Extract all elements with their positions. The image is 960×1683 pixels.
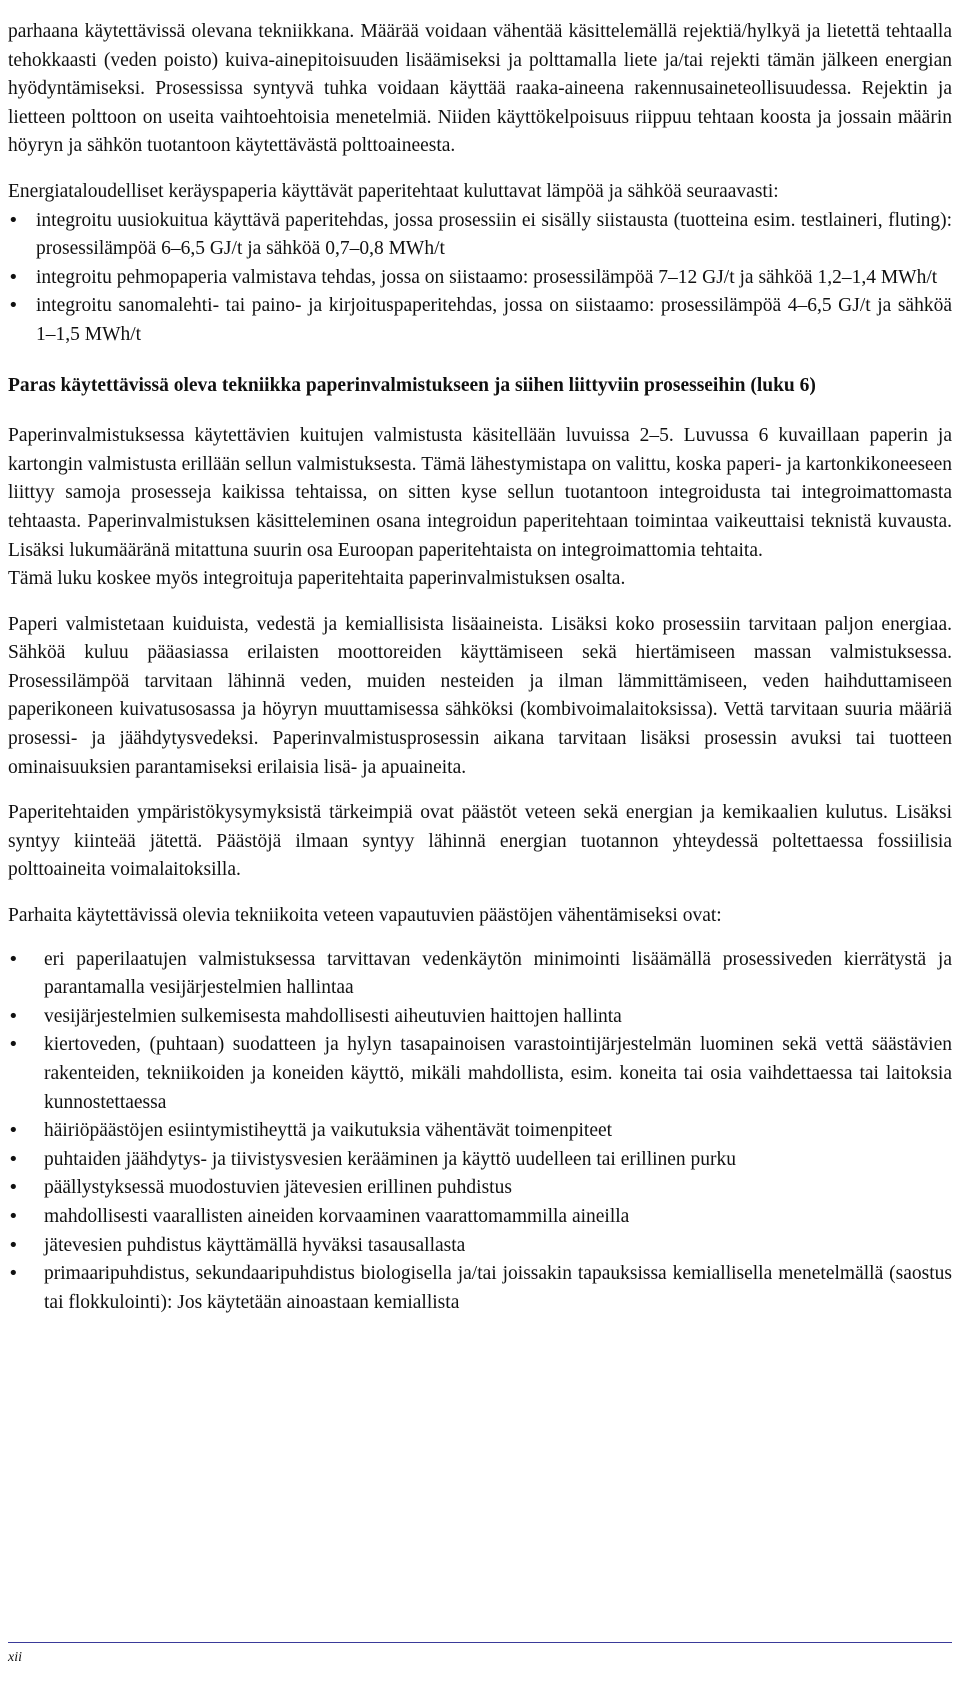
bullet-icon: • [8, 1120, 19, 1142]
bullet-icon: • [8, 209, 19, 231]
list-item-text: päällystyksessä muodostuvien jätevesien erillinen puhdistus [44, 1177, 512, 1199]
list-item [8, 1146, 952, 1175]
list-item [8, 207, 952, 264]
list-item-text: kiertoveden, (puhtaan) suodatteen ja hylyn tasapainoisen varastointijärjestelmän luominen sekä vettä säästävien rakenteiden, tekniikoiden ja koneiden käyttö, mikäli mahdollista, esim. koneita tai osia vaihdettaessa tai laitoksia kunnostettaessa [44, 1034, 952, 1113]
list-item [8, 1232, 952, 1261]
list-item [8, 1260, 952, 1317]
list-item [8, 264, 952, 293]
paragraph-waste-treatment: parhaana käytettävissä olevana tekniikkana. Määrää voidaan vähentää käsittelemällä rejektiä/hylkyä ja lietettä tehtaalla tehokkaasti (veden poisto) kuiva-ainepitoisuuden lisäämiseksi ja polttamalla liete ja/tai rejekti tämän jälkeen energian hyödyntämiseksi. Prosessissa syntyvä tuhka voidaan käyttää raaka-aineena rakennusaineteollisuudessa. Rejektin ja lietteen polttoon on useita vaihtoehtoisia menetelmiä. Niiden käyttökelpoisuus riippuu tehtaan koosta ja jossain määrin höyryn ja sähkön tuotantoon käytettävästä polttoaineesta. [8, 21, 952, 157]
paragraph-chapter-scope: Tämä luku koskee myös integroituja paperitehtaita paperinvalmistuksen osalta. [8, 568, 626, 590]
bullet-icon: • [8, 1148, 19, 1170]
bullet-icon: • [8, 1263, 19, 1285]
paragraph-water-bat-intro: Parhaita käytettävissä olevia tekniikoita veteen vapautuvien päästöjen vähentämiseksi ovat: [8, 905, 722, 927]
water-emissions-list [8, 946, 952, 1318]
bullet-icon: • [8, 1177, 19, 1199]
list-item [8, 1203, 952, 1232]
document-page [8, 18, 952, 1317]
bullet-icon: • [8, 266, 19, 288]
list-item [8, 1174, 952, 1203]
energy-consumption-list [8, 207, 952, 350]
page-number: xii [8, 1650, 22, 1665]
list-item-text: eri paperilaatujen valmistuksessa tarvittavan vedenkäytön minimointi lisäämällä prosessiveden kierrätystä ja parantamalla vesijärjestelmien hallintaa [44, 948, 952, 999]
list-item-text: integroitu uusiokuitua käyttävä paperitehdas, jossa prosessiin ei sisälly siistausta (tuotteina esim. testlaineri, fluting): prosessilämpöä 6–6,5 GJ/t ja sähköä 0,7–0,8 MWh/t [36, 209, 952, 260]
list-item-text: mahdollisesti vaarallisten aineiden korvaaminen vaarattomammilla aineilla [44, 1205, 630, 1227]
paragraph-energy-intro: Energiataloudelliset keräyspaperia käyttävät paperitehtaat kuluttavat lämpöä ja sähköä seuraavasti: [8, 180, 779, 202]
bullet-icon: • [8, 295, 19, 317]
section-heading: Paras käytettävissä oleva tekniikka paperinvalmistukseen ja siihen liittyviin prosesseihin (luku 6) [8, 374, 816, 396]
list-item-text: puhtaiden jäähdytys- ja tiivistysvesien kerääminen ja käyttö uudelleen tai erillinen purku [44, 1148, 737, 1170]
paragraph-fibre-chapters: Paperinvalmistuksessa käytettävien kuitujen valmistusta käsitellään luvuissa 2–5. Luvussa 6 kuvaillaan paperin ja kartongin valmistusta erillään sellun valmistuksesta. Tämä lähestymistapa on valittu, koska paperi- ja kartonkikoneeseen liittyy samoja prosesseja kaikissa tehtaissa, on sitten kyse sellun tuotantoon integroidusta tai integroimattomasta tehtaasta. Paperinvalmistuksen käsitteleminen osana integroidun paperitehtaan toimintaa vaikeuttaisi teknistä kuvausta. Lisäksi lukumääränä mitattuna suurin osa Euroopan paperitehtaista on integroimattomia tehtaita. [8, 425, 952, 561]
bullet-icon: • [8, 1234, 19, 1256]
paragraph-environmental-issues: Paperitehtaiden ympäristökysymyksistä tärkeimpiä ovat päästöt veteen sekä energian ja kemikaalien kulutus. Lisäksi syntyy kiinteää jätettä. Päästöjä ilmaan syntyy lähinnä energian tuotannon yhteydessä poltettaessa fossiilisia polttoaineita voimalaitoksilla. [8, 802, 952, 881]
list-item [8, 1003, 952, 1032]
bullet-icon: • [8, 1205, 19, 1227]
list-item-text: häiriöpäästöjen esiintymistiheyttä ja vaikutuksia vähentävät toimenpiteet [44, 1120, 613, 1142]
paragraph-paper-production: Paperi valmistetaan kuiduista, vedestä ja kemiallisista lisäaineista. Lisäksi koko prosessiin tarvitaan paljon energiaa. Sähköä kuluu pääasiassa erilaisten moottoreiden käyttämiseen sekä hiertämiseen massan valmistuksessa. Prosessilämpöä tarvitaan lähinnä veden, muiden nesteiden ja ilman lämmittämiseen, veden haihduttamiseen paperikoneen kuivatusosassa ja höyryn muuttamisessa sähköksi (kombivoimalaitoksissa). Vettä tarvitaan suuria määriä prosessi- ja jäähdytysvedeksi. Paperinvalmistusprosessin aikana tarvitaan lisäksi prosessin avuksi tai tuotteen ominaisuuksien parantamiseksi erilaisia lisä- ja apuaineita. [8, 613, 952, 778]
page-footer [8, 1642, 952, 1667]
list-item-text: integroitu sanomalehti- tai paino- ja kirjoituspaperitehdas, jossa on siistaamo: prosessilämpöä 4–6,5 GJ/t ja sähköä 1–1,5 MWh/t [36, 295, 952, 345]
list-item [8, 1031, 952, 1117]
list-item [8, 1117, 952, 1146]
list-item [8, 292, 952, 349]
list-item-text: jätevesien puhdistus käyttämällä hyväksi tasausallasta [44, 1234, 466, 1256]
list-item-text: primaaripuhdistus, sekundaaripuhdistus biologisella ja/tai joissakin tapauksissa kemiallisella menetelmällä (saostus tai flokkulointi): Jos käytetään ainoastaan kemiallista [44, 1263, 952, 1313]
bullet-icon: • [8, 948, 19, 970]
footer-rule [8, 1642, 952, 1643]
bullet-icon: • [8, 1034, 19, 1056]
list-item-text: integroitu pehmopaperia valmistava tehdas, jossa on siistaamo: prosessilämpöä 7–12 GJ/t ja sähköä 1,2–1,4 MWh/t [36, 266, 938, 288]
bullet-icon: • [8, 1005, 19, 1027]
list-item-text: vesijärjestelmien sulkemisesta mahdollisesti aiheutuvien haittojen hallinta [44, 1005, 622, 1027]
list-item [8, 946, 952, 1003]
